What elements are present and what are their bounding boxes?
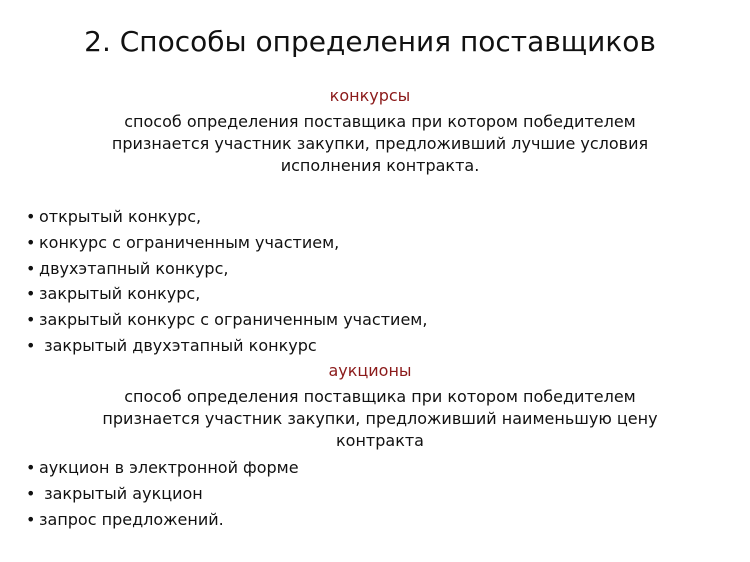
definition-line: исполнения контракта.: [280, 156, 480, 175]
list-item: • аукцион в электронной форме: [26, 455, 299, 481]
definition-line: признается участник закупки, предложивший наименьшую цену: [102, 409, 658, 428]
definition-auctions: [40, 386, 720, 452]
slide-title: 2. Способы определения поставщиков: [84, 25, 656, 58]
list-item: • закрытый конкурс с ограниченным участием,: [26, 307, 427, 333]
list-item: • закрытый конкурс,: [26, 281, 427, 307]
list-item: • запрос предложений.: [26, 507, 299, 533]
list-item: • закрытый двухэтапный конкурс: [26, 333, 427, 359]
list-item: • закрытый аукцион: [26, 481, 299, 507]
definition-line: контракта: [336, 431, 424, 450]
list-item: • конкурс с ограниченным участием,: [26, 230, 427, 256]
definition-line: способ определения поставщика при котором победителем: [124, 112, 636, 131]
definition-contests: [40, 111, 720, 177]
contest-types-list: [26, 204, 427, 359]
definition-line: способ определения поставщика при котором победителем: [124, 387, 636, 406]
section-heading-auctions: аукционы: [328, 361, 412, 380]
section-heading-contests: конкурсы: [329, 86, 411, 105]
list-item: • двухэтапный конкурс,: [26, 256, 427, 282]
list-item: • открытый конкурс,: [26, 204, 427, 230]
auction-types-list: [26, 455, 299, 532]
definition-line: признается участник закупки, предложивший лучшие условия: [111, 134, 649, 153]
